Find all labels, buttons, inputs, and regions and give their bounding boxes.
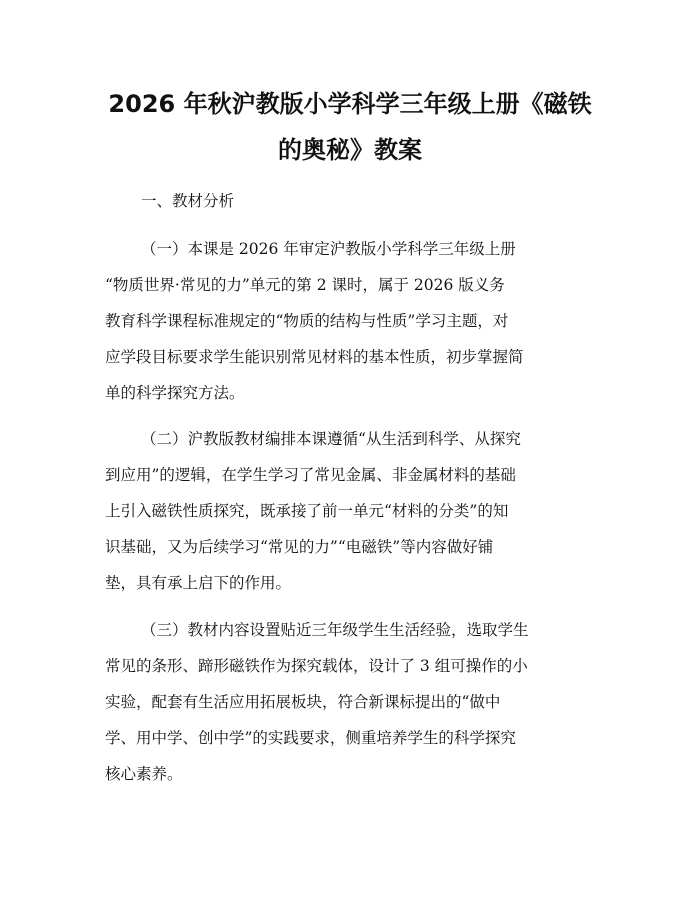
section-heading: 一、教材分析 <box>141 192 235 210</box>
paragraph-line: （一）本课是 2026 年审定沪教版小学科学三年级上册 <box>141 240 516 258</box>
document-title-line-1: 2026 年秋沪教版小学科学三年级上册《磁铁 <box>108 90 592 118</box>
paragraph-line: 单的科学探究方法。 <box>105 384 245 402</box>
paragraph-line: 上引入磁铁性质探究，既承接了前一单元“材料的分类”的知 <box>105 502 509 520</box>
paragraph-3 <box>105 612 610 792</box>
paragraph-line: 教育科学课程标准规定的“物质的结构与性质”学习主题，对 <box>105 312 509 330</box>
paragraph-line: 实验，配套有生活应用拓展板块，符合新课标提出的“做中 <box>105 693 501 711</box>
paragraph-line: “物质世界·常见的力”单元的第 2 课时，属于 2026 版义务 <box>105 276 505 294</box>
paragraph-line: 识基础，又为后续学习“常见的力”“电磁铁”等内容做好铺 <box>105 538 494 556</box>
paragraph-line: 核心素养。 <box>105 765 183 783</box>
paragraph-line: （三）教材内容设置贴近三年级学生生活经验，选取学生 <box>141 621 529 639</box>
paragraph-line: 学、用中学、创中学”的实践要求，侧重培养学生的科学探究 <box>105 729 516 747</box>
paragraph-line: 常见的条形、蹄形磁铁作为探究载体，设计了 3 组可操作的小 <box>105 657 528 675</box>
paragraph-line: 垫，具有承上启下的作用。 <box>105 574 292 592</box>
paragraph-line: 应学段目标要求学生能识别常见材料的基本性质，初步掌握简 <box>105 348 524 366</box>
paragraph-line: 到应用”的逻辑，在学生学习了常见金属、非金属材料的基础 <box>105 466 516 484</box>
paragraph-1 <box>105 231 610 411</box>
paragraph-line: （二）沪教版教材编排本课遵循“从生活到科学、从探究 <box>141 430 521 448</box>
paragraph-2 <box>105 421 610 601</box>
document-title-line-2: 的奥秘》教案 <box>278 136 422 164</box>
